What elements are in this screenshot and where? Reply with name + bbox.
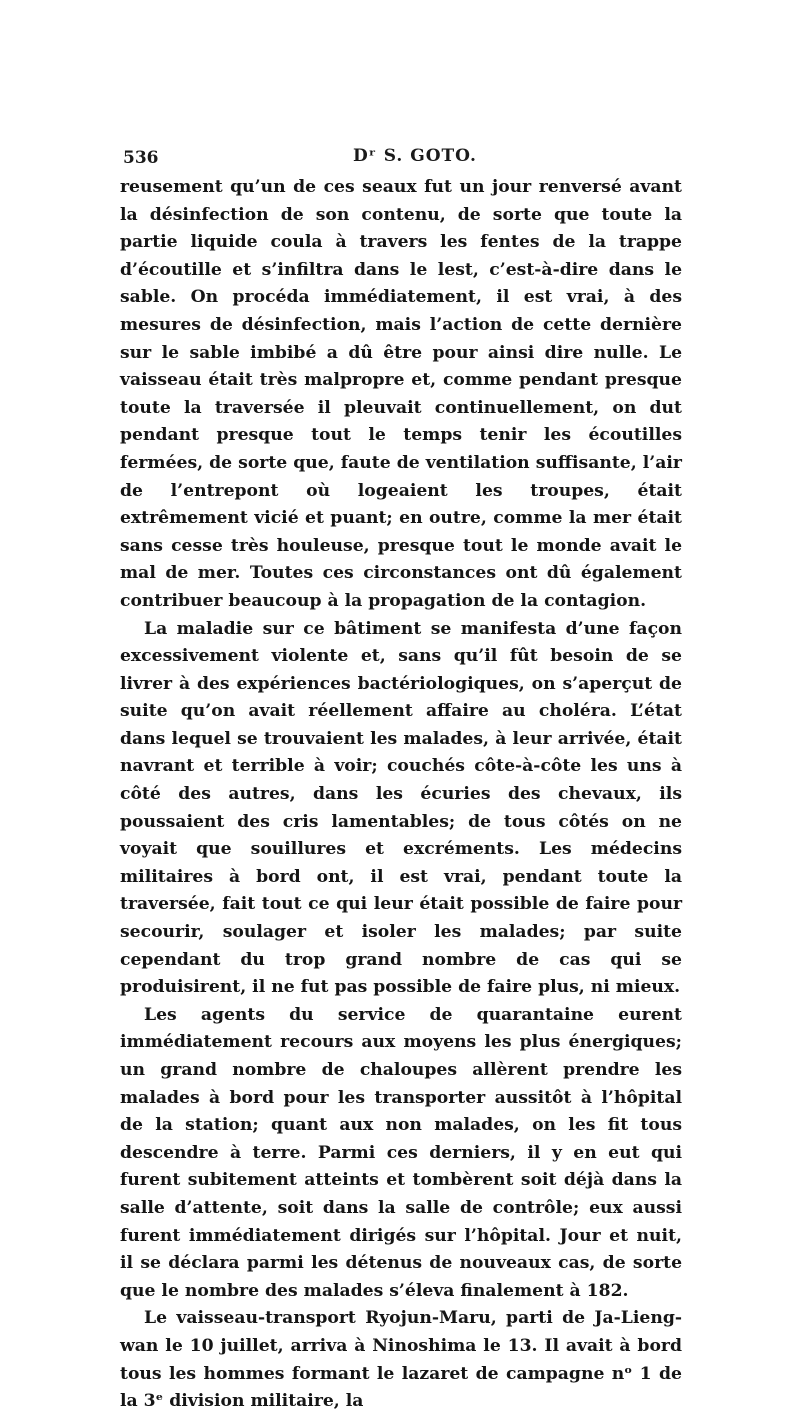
- body-text: [120, 174, 682, 1416]
- running-head: Dʳ S. GOTO.: [353, 146, 477, 166]
- paragraph: Le vaisseau-transport Ryojun-Maru, parti de Ja-Lieng-wan le 10 juillet, arriva à Ninoshima le 13. Il avait à bord tous les hommes formant le lazaret de campagne nᵒ 1 de la 3ᵉ division militaire, la: [120, 1308, 682, 1412]
- page-number: 536: [123, 148, 159, 168]
- paragraph: La maladie sur ce bâtiment se manifesta d’une façon excessivement violente et, sans qu’il fût besoin de se livrer à des expériences bactériologiques, on s’aperçut de suite qu’on avait réellement affaire au choléra. L’état dans lequel se trouvaient les malades, à leur arrivée, était navrant et terrible à voir; couchés côte-à-côte les uns à côté des autres, dans les écuries des chevaux, ils poussaient des cris lamentables; de tous côtés on ne voyait que souillures et excréments. Les médecins militaires à bord ont, il est vrai, pendant toute la traversée, fait tout ce qui leur était possible de faire pour secourir, soulager et isoler les malades; par suite cependant du trop grand nombre de cas qui se produisirent, il ne fut pas possible de faire plus, ni mieux.: [120, 618, 682, 998]
- paragraph: reusement qu’un de ces seaux fut un jour renversé avant la désinfection de son contenu, de sorte que toute la partie liquide coula à travers les fentes de la trappe d’écoutille et s’infiltra dans le lest, c’est-à-dire dans le sable. On procéda immédiatement, il est vrai, à des mesures de désinfection, mais l’action de cette dernière sur le sable imbibé a dû être pour ainsi dire nulle. Le vaisseau était très malpropre et, comme pendant presque toute la traversée il pleuvait continuellement, on dut pendant presque tout le temps tenir les écoutilles fermées, de sorte que, faute de ventilation suffisante, l’air de l’entrepont où logeaient les troupes, était extrêmement vicié et puant; en outre, comme la mer était sans cesse très houleuse, presque tout le monde avait le mal de mer. Toutes ces circonstances ont dû également contribuer beaucoup à la propagation de la contagion.: [120, 177, 682, 611]
- paragraph: Les agents du service de quarantaine eurent immédiatement recours aux moyens les plus énergiques; un grand nombre de chaloupes allèrent prendre les malades à bord pour les transporter aussitôt à l’hôpital de la station; quant aux non malades, on les fit tous descendre à terre. Parmi ces derniers, il y en eut qui furent subitement atteints et tombèrent soit déjà dans la salle d’attente, soit dans la salle de contrôle; eux aussi furent immédiatement dirigés sur l’hôpital. Jour et nuit, il se déclara parmi les détenus de nouveaux cas, de sorte que le nombre des malades s’éleva finalement à 182.: [120, 1004, 682, 1301]
- page-header: [123, 142, 680, 172]
